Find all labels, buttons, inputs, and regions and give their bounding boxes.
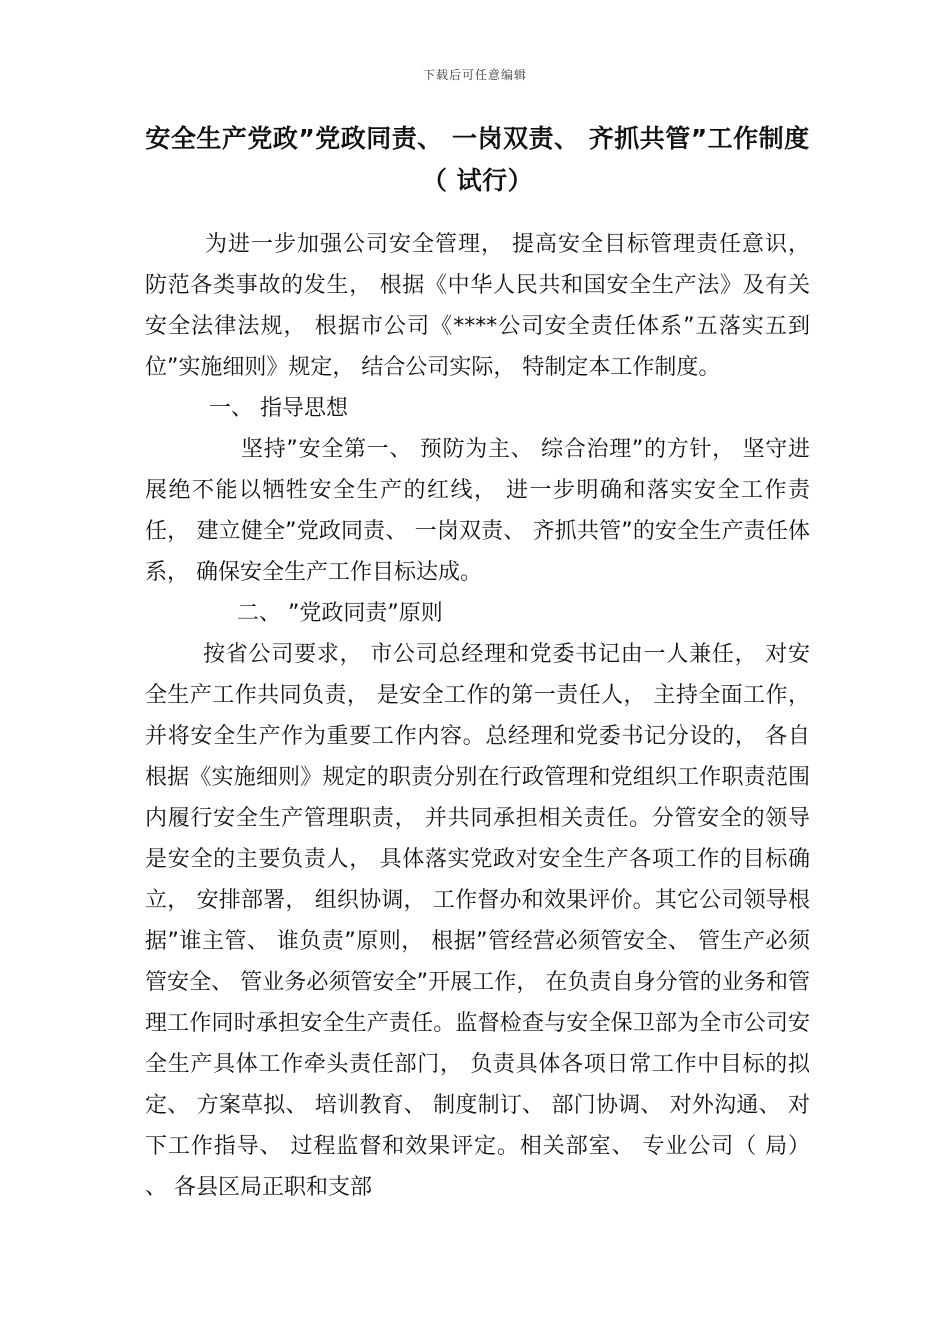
- intro-paragraph: 为进一步加强公司安全管理， 提高安全目标管理责任意识， 防范各类事故的发生， 根据《中华人民共和国安全生产法》及有关安全法律法规， 根据市公司《****公司安全责任体系”五落实五到位”实施细则》规定， 结合公司实际， 特制定本工作制度。: [145, 232, 810, 380]
- principle-paragraph: 按省公司要求， 市公司总经理和党委书记由一人兼任， 对安全生产工作共同负责， 是安全工作的第一责任人， 主持全面工作， 并将安全生产作为重要工作内容。总经理和党委书记分设的， 各自根据《实施细则》规定的职责分别在行政管理和党组织工作职责范围内履行安全生产管理职责， 并共同承担相关责任。分管安全的领导是安全的主要负责人， 具体落实党政对安全生产各项工作的目标确立， 安排部署， 组织协调， 工作督办和效果评价。其它公司领导根据”谁主管、 谁负责”原则， 根据”管经营必须管安全、 管生产必须管安全、 管业务必须管安全”开展工作， 在负责自身分管的业务和管理工作同时承担安全生产责任。监督检查与安全保卫部为全市公司安全生产具体工作牵头责任部门， 负责具体各项日常工作中目标的拟定、 方案草拟、 培训教育、 制度制订、 部门协调、 对外沟通、 对下工作指导、 过程监督和效果评定。相关部室、 专业公司（ 局） 、 各县区局正职和支部: [145, 642, 810, 1200]
- document-body: [145, 224, 810, 1208]
- section-heading-guiding-thought: 一、 指导思想: [209, 396, 348, 421]
- document-title: 安全生产党政”党政同责、 一岗双责、 齐抓共管”工作制度（ 试行）: [145, 124, 810, 195]
- section-heading-principle: 二、 ”党政同责”原则: [237, 601, 443, 626]
- header-note: 下载后可任意编辑: [422, 68, 527, 82]
- guiding-thought-paragraph: 坚持”安全第一、 预防为主、 综合治理”的方针， 坚守进展绝不能以牺牲安全生产的红线， 进一步明确和落实安全工作责任， 建立健全”党政同责、 一岗双责、 齐抓共管”的安全生产责任体系， 确保安全生产工作目标达成。: [145, 437, 810, 585]
